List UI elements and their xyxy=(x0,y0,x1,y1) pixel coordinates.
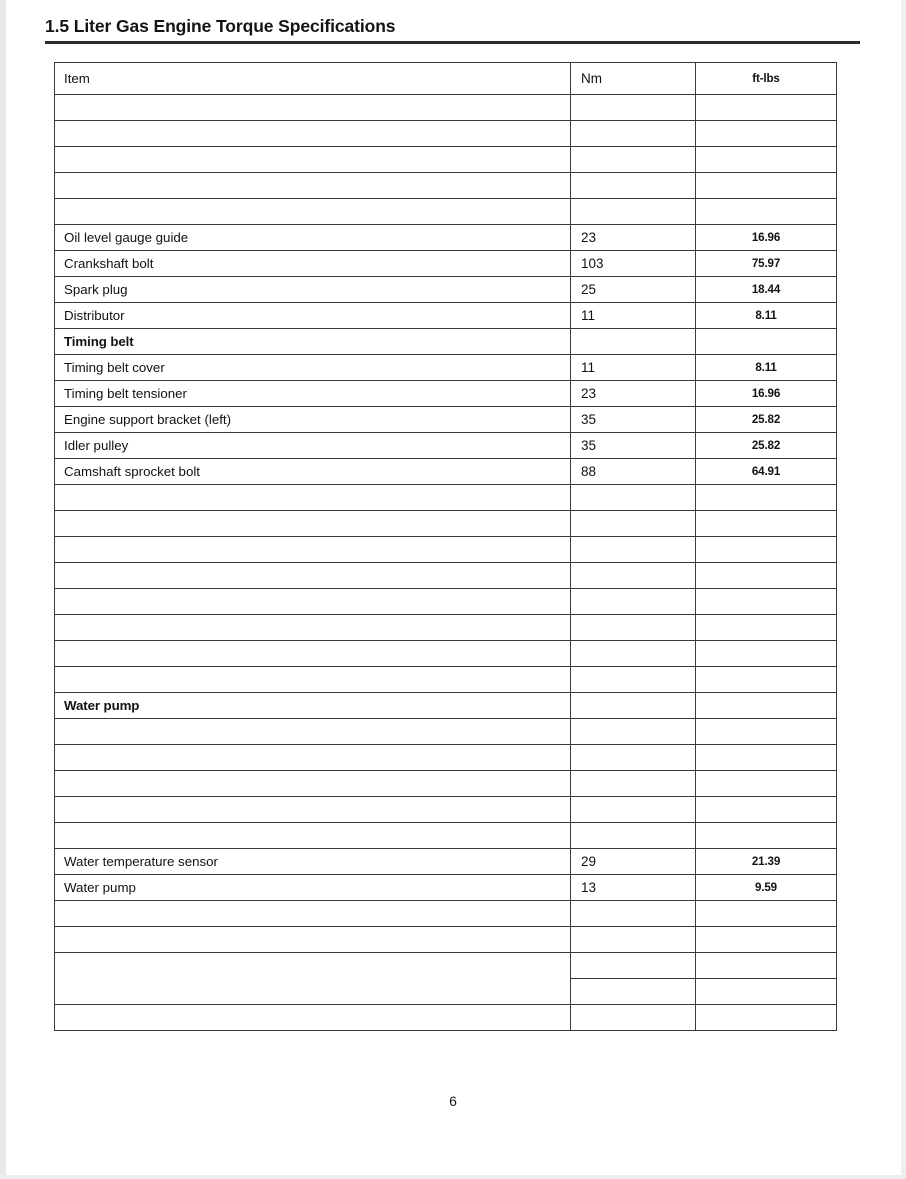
table-empty-row xyxy=(55,927,837,953)
table-empty-row xyxy=(55,797,837,823)
table-empty-row xyxy=(55,199,837,225)
table-cell-item xyxy=(55,95,571,121)
table-empty-row xyxy=(55,745,837,771)
table-cell-item: Timing belt cover xyxy=(55,355,571,381)
table-row xyxy=(55,433,837,459)
table-cell-ft-lbs xyxy=(696,485,837,511)
table-cell-ft-lbs: 9.59 xyxy=(696,875,837,901)
table-cell-nm xyxy=(571,641,696,667)
table-cell-item xyxy=(55,719,571,745)
table-cell-nm xyxy=(571,485,696,511)
table-cell-nm xyxy=(571,147,696,173)
table-cell-nm xyxy=(571,667,696,693)
table-cell-item-merged xyxy=(55,953,571,1005)
table-row xyxy=(55,381,837,407)
table-empty-row xyxy=(55,147,837,173)
table-cell-ft-lbs xyxy=(696,771,837,797)
table-cell-item xyxy=(55,771,571,797)
table-cell-ft-lbs: 16.96 xyxy=(696,381,837,407)
table-cell-nm xyxy=(571,771,696,797)
table-cell-ft-lbs xyxy=(696,615,837,641)
table-row xyxy=(55,277,837,303)
table-cell-item xyxy=(55,173,571,199)
table-cell-ft-lbs xyxy=(696,511,837,537)
table-cell-ft-lbs: 64.91 xyxy=(696,459,837,485)
table-cell-nm xyxy=(571,589,696,615)
table-empty-row xyxy=(55,719,837,745)
table-cell-nm xyxy=(571,329,696,355)
table-cell-nm: 25 xyxy=(571,277,696,303)
table-empty-row xyxy=(55,537,837,563)
table-empty-row xyxy=(55,953,837,979)
table-cell-item xyxy=(55,511,571,537)
table-cell-nm: 35 xyxy=(571,407,696,433)
table-cell-ft-lbs xyxy=(696,693,837,719)
page-title: 1.5 Liter Gas Engine Torque Specifications xyxy=(45,16,396,36)
table-body xyxy=(55,63,837,1031)
table-section-row xyxy=(55,329,837,355)
table-cell-nm xyxy=(571,719,696,745)
table-row xyxy=(55,225,837,251)
table-cell-ft-lbs xyxy=(696,95,837,121)
table-cell-item: Spark plug xyxy=(55,277,571,303)
table-cell-nm: 88 xyxy=(571,459,696,485)
table-cell-ft-lbs xyxy=(696,589,837,615)
table-cell-item: Camshaft sprocket bolt xyxy=(55,459,571,485)
table-cell-item: Water temperature sensor xyxy=(55,849,571,875)
table-empty-row xyxy=(55,121,837,147)
table-cell-ft-lbs xyxy=(696,121,837,147)
table-cell-nm xyxy=(571,199,696,225)
table-row xyxy=(55,303,837,329)
table-cell-item: Crankshaft bolt xyxy=(55,251,571,277)
table-cell-nm: 11 xyxy=(571,303,696,329)
table-cell-ft-lbs xyxy=(696,563,837,589)
table-cell-ft-lbs xyxy=(696,667,837,693)
table-cell-nm xyxy=(571,615,696,641)
column-header-ft-lbs: ft-lbs xyxy=(696,63,837,95)
table-cell-section-label: Water pump xyxy=(55,693,571,719)
table-cell-item: Distributor xyxy=(55,303,571,329)
page-number: 6 xyxy=(449,1093,457,1109)
table-cell-ft-lbs xyxy=(696,1005,837,1031)
table-empty-row xyxy=(55,615,837,641)
table-empty-row xyxy=(55,641,837,667)
table-row xyxy=(55,251,837,277)
table-cell-item xyxy=(55,121,571,147)
table-cell-item: Oil level gauge guide xyxy=(55,225,571,251)
table-cell-ft-lbs xyxy=(696,641,837,667)
table-cell-nm: 23 xyxy=(571,381,696,407)
column-header-nm: Nm xyxy=(571,63,696,95)
table-cell-nm: 103 xyxy=(571,251,696,277)
table-row xyxy=(55,407,837,433)
table-cell-nm xyxy=(571,927,696,953)
table-cell-nm xyxy=(571,823,696,849)
table-cell-ft-lbs xyxy=(696,537,837,563)
table-empty-row xyxy=(55,771,837,797)
table-cell-item xyxy=(55,667,571,693)
table-cell-item: Engine support bracket (left) xyxy=(55,407,571,433)
table-cell-ft-lbs xyxy=(696,199,837,225)
table-cell-item xyxy=(55,147,571,173)
table-empty-row xyxy=(55,823,837,849)
table-cell-ft-lbs: 18.44 xyxy=(696,277,837,303)
table-cell-item xyxy=(55,199,571,225)
table-cell-nm xyxy=(571,511,696,537)
table-cell-ft-lbs: 75.97 xyxy=(696,251,837,277)
scan-edge-left xyxy=(0,0,6,1179)
table-empty-row xyxy=(55,95,837,121)
table-cell-nm xyxy=(571,797,696,823)
title-underline-rule xyxy=(45,41,860,44)
table-cell-ft-lbs: 8.11 xyxy=(696,355,837,381)
table-cell-nm: 29 xyxy=(571,849,696,875)
table-cell-item-right xyxy=(571,979,696,1005)
table-empty-row xyxy=(55,485,837,511)
table-cell-nm xyxy=(571,563,696,589)
scan-edge-right xyxy=(901,0,906,1179)
table-cell-nm xyxy=(571,693,696,719)
table-empty-row xyxy=(55,589,837,615)
table-empty-row xyxy=(55,667,837,693)
table-cell-item xyxy=(55,615,571,641)
table-cell-item xyxy=(55,485,571,511)
table-cell-ft-lbs: 16.96 xyxy=(696,225,837,251)
table-empty-row xyxy=(55,511,837,537)
table-cell-item xyxy=(55,927,571,953)
table-cell-nm: 13 xyxy=(571,875,696,901)
table-cell-item xyxy=(55,641,571,667)
table-cell-ft-lbs xyxy=(696,329,837,355)
table-cell-item xyxy=(55,823,571,849)
table-cell-nm xyxy=(571,1005,696,1031)
table-cell-nm xyxy=(571,173,696,199)
table-cell-item xyxy=(55,1005,571,1031)
table-cell-item xyxy=(55,563,571,589)
table-cell-nm xyxy=(571,95,696,121)
table-cell-item xyxy=(55,901,571,927)
table-cell-ft-lbs xyxy=(696,719,837,745)
table-cell-item xyxy=(55,745,571,771)
table-cell-ft-lbs: 25.82 xyxy=(696,407,837,433)
table-cell-ft-lbs xyxy=(696,901,837,927)
table-row xyxy=(55,355,837,381)
scan-edge-bottom xyxy=(0,1175,906,1179)
table-cell-nm xyxy=(696,953,837,979)
table-row xyxy=(55,875,837,901)
table-empty-row xyxy=(55,563,837,589)
table-cell-nm xyxy=(696,979,837,1005)
table-cell-nm xyxy=(571,537,696,563)
table-cell-ft-lbs xyxy=(696,745,837,771)
table-cell-nm: 23 xyxy=(571,225,696,251)
table-empty-row xyxy=(55,1005,837,1031)
table-cell-section-label: Timing belt xyxy=(55,329,571,355)
table-cell-nm xyxy=(571,745,696,771)
table-cell-item: Water pump xyxy=(55,875,571,901)
table-cell-nm xyxy=(571,901,696,927)
table-cell-ft-lbs xyxy=(696,173,837,199)
column-header-item: Item xyxy=(55,63,571,95)
table-row xyxy=(55,459,837,485)
table-cell-nm: 11 xyxy=(571,355,696,381)
table-cell-item xyxy=(55,797,571,823)
table-cell-ft-lbs xyxy=(696,823,837,849)
table-cell-item: Idler pulley xyxy=(55,433,571,459)
table-cell-ft-lbs: 25.82 xyxy=(696,433,837,459)
table-cell-ft-lbs xyxy=(696,797,837,823)
table-cell-ft-lbs xyxy=(696,927,837,953)
table-empty-row xyxy=(55,901,837,927)
table-cell-nm xyxy=(571,121,696,147)
table-cell-ft-lbs xyxy=(696,147,837,173)
table-cell-item xyxy=(55,589,571,615)
table-cell-item-right xyxy=(571,953,696,979)
table-section-row xyxy=(55,693,837,719)
table-cell-ft-lbs: 8.11 xyxy=(696,303,837,329)
table-empty-row xyxy=(55,173,837,199)
table-cell-item: Timing belt tensioner xyxy=(55,381,571,407)
table-cell-ft-lbs: 21.39 xyxy=(696,849,837,875)
table-cell-nm: 35 xyxy=(571,433,696,459)
torque-specifications-table xyxy=(54,62,837,1031)
table-cell-item xyxy=(55,537,571,563)
table-row xyxy=(55,849,837,875)
table-header-row xyxy=(55,63,837,95)
